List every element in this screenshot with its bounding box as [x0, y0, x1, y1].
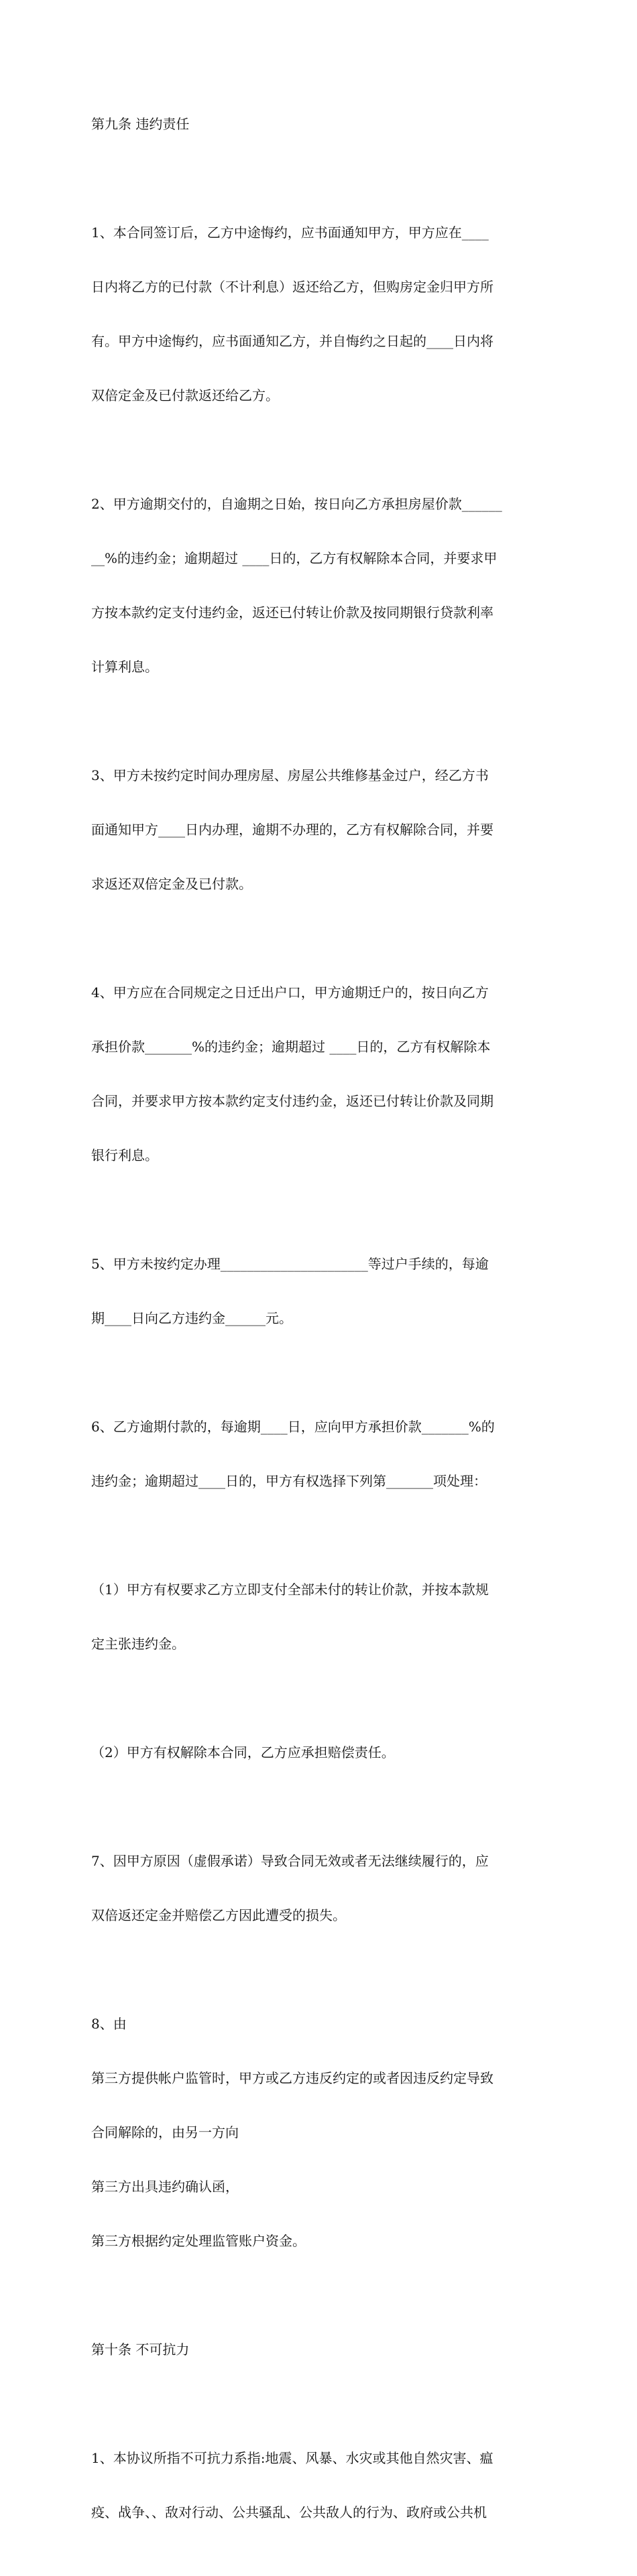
- heading-line: 第九条 违约责任: [91, 116, 190, 132]
- clause-10-1: [91, 2413, 547, 2558]
- heading-line: 第十条 不可抗力: [91, 2341, 190, 2358]
- clause-line: （1）甲方有权要求乙方立即支付全部未付的转让价款，并按本款规: [91, 1582, 489, 1598]
- clause-line: 疫、战争、、敌对行动、公共骚乱、公共敌人的行为、政府或公共机: [91, 2504, 487, 2520]
- clause-line: 4、甲方应在合同规定之日迁出户口，甲方逾期迁户的，按日向乙方: [91, 984, 489, 1001]
- clause-line: 双倍返还定金并赔偿乙方因此遭受的损失。: [91, 1907, 346, 1923]
- article-9-heading: [91, 79, 547, 170]
- clause-line: 1、本合同签订后，乙方中途悔约，应书面通知甲方，甲方应在____: [91, 224, 489, 241]
- clause-line: 7、因甲方原因（虚假承诺）导致合同无效或者无法继续履行的，应: [91, 1853, 489, 1869]
- clause-line: 定主张违约金。: [91, 1636, 185, 1652]
- clause-line: 面通知甲方____日内办理，逾期不办理的，乙方有权解除合同，并要: [91, 822, 494, 838]
- clause-9-6-option-1: [91, 1545, 547, 1689]
- clause-line: 承担价款_______%的违约金；逾期超过 ____日的，乙方有权解除本: [91, 1039, 491, 1055]
- clause-9-8: [91, 1979, 547, 2287]
- clause-line: 第三方根据约定处理监管账户资金。: [91, 2233, 306, 2249]
- article-10-heading: [91, 2305, 547, 2395]
- clause-line: （2）甲方有权解除本合同，乙方应承担赔偿责任。: [91, 1744, 395, 1760]
- clause-line: 银行利息。: [91, 1147, 158, 1163]
- clause-line: 方按本款约定支付违约金，返还已付转让价款及按同期银行贷款利率: [91, 604, 494, 621]
- clause-line: 期____日向乙方违约金______元。: [91, 1310, 292, 1326]
- clause-line: 有。甲方中途悔约，应书面通知乙方，并自悔约之日起的____日内将: [91, 333, 494, 349]
- clause-line: 2、甲方逾期交付的，自逾期之日始，按日向乙方承担房屋价款______: [91, 496, 502, 512]
- document-page: [91, 79, 547, 2576]
- clause-9-2: [91, 459, 547, 712]
- clause-9-5: [91, 1219, 547, 1364]
- clause-line: 1、本协议所指不可抗力系指:地震、风暴、水灾或其他自然灾害、瘟: [91, 2450, 494, 2466]
- clause-line: 违约金；逾期超过____日的，甲方有权选择下列第_______项处理：: [91, 1473, 487, 1489]
- clause-line: 第三方出具违约确认函，: [91, 2179, 239, 2195]
- clause-line: 合同，并要求甲方按本款约定支付违约金，返还已付转让价款及同期: [91, 1093, 494, 1109]
- clause-line: 计算利息。: [91, 659, 158, 675]
- clause-line: 第三方提供帐户监管时，甲方或乙方违反约定的或者因违反约定导致: [91, 2070, 494, 2086]
- clause-line: 日内将乙方的已付款（不计利息）返还给乙方，但购房定金归甲方所: [91, 279, 494, 295]
- clause-9-1: [91, 188, 547, 441]
- clause-line: 求返还双倍定金及已付款。: [91, 876, 252, 892]
- clause-line: 8、由: [91, 2016, 127, 2032]
- clause-9-6: [91, 1382, 547, 1527]
- clause-line: 合同解除的，由另一方向: [91, 2124, 239, 2140]
- clause-line: 5、甲方未按约定办理______________________等过户手续的，每逾: [91, 1256, 489, 1272]
- clause-9-7: [91, 1816, 547, 1961]
- clause-line: 3、甲方未按约定时间办理房屋、房屋公共维修基金过户，经乙方书: [91, 767, 489, 783]
- clause-9-3: [91, 730, 547, 929]
- clause-line: 6、乙方逾期付款的，每逾期____日，应向甲方承担价款_______%的: [91, 1419, 495, 1435]
- clause-9-4: [91, 948, 547, 1201]
- clause-line: __%的违约金；逾期超过 ____日的，乙方有权解除本合同，并要求甲: [91, 550, 498, 566]
- clause-9-6-option-2: [91, 1708, 547, 1798]
- clause-line: 双倍定金及已付款返还给乙方。: [91, 387, 279, 403]
